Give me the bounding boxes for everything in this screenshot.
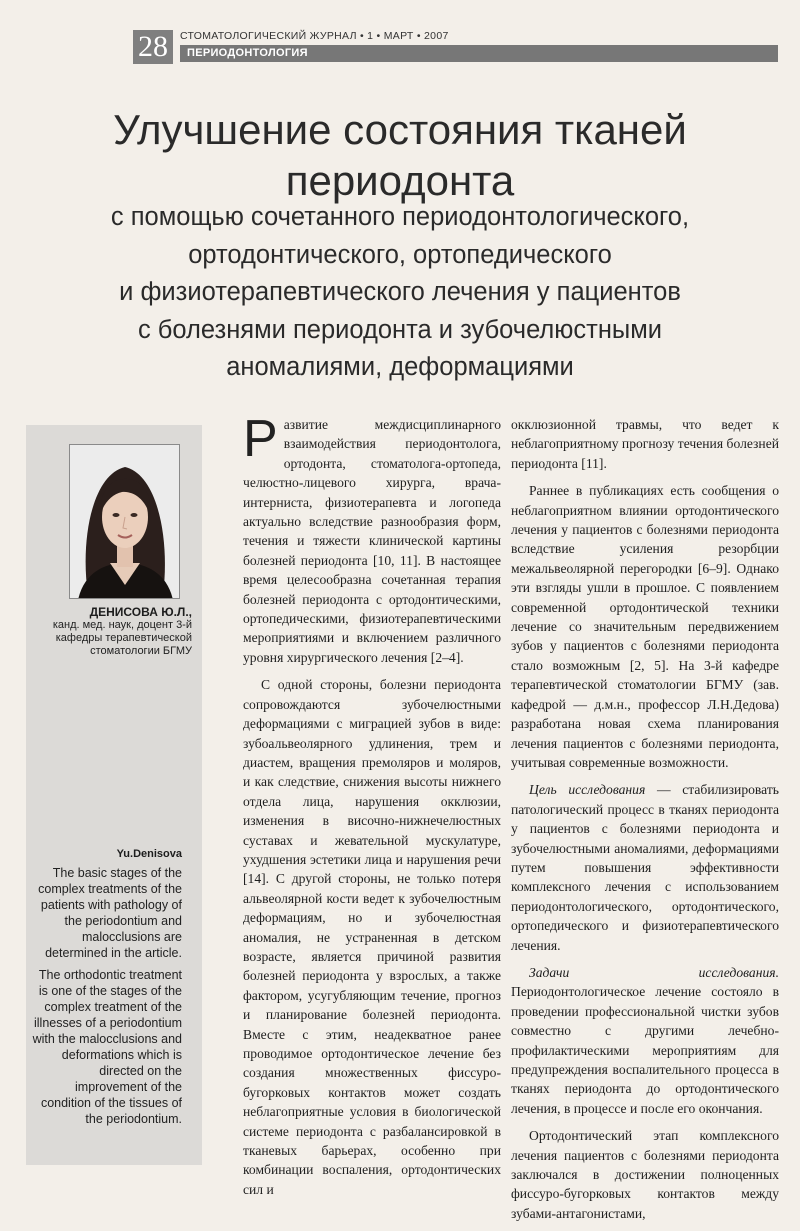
english-abstract [30,865,182,1133]
body-paragraph: окклюзионной травмы, что ведет к неблагоприятному прогнозу течения болезней периодонта [11]. [511,417,779,471]
paragraph-text: азвитие междисциплинарного взаимодействия периодонтолога, ортодонта, стоматолога-ортопеда, челюстно-лицевого хирурга, врача-интерниста, физиотерапевта и логопеда актуально вследствие разнообразия форм, течения и тяжести клинической картины болезней периодонта [10, 11]. В настоящее время целесообразна сочетанная терапия болезней периодонта с ортодонтическими, ортопедическими, физиотерапевтическими мероприятиями и включением различного уровня хирургического лечения [2–4]. [243,417,501,665]
journal-title: СТОМАТОЛОГИЧЕСКИЙ ЖУРНАЛ • 1 • МАРТ • 2007 [180,30,449,42]
paragraph-text: — стабилизировать патологический процесс в тканях периодонта у пациентов с болезнями периодонта и зубочелюстными аномалиями, деформациями путем повышения эффективности комплексного лечения с использованием периодонтологического, ортодонтического, ортопедического и физиотерапевтического лечения. [511,782,779,953]
body-paragraph [511,780,779,955]
page-number: 28 [133,30,173,64]
author-name: ДЕНИСОВА Ю.Л., [89,605,192,619]
subtitle-line: с помощью сочетанного периодонтологического, [110,203,690,231]
subtitle-line: аномалиями, деформациями [226,353,574,381]
article-column-2 [511,415,779,1231]
paragraph-lead: Цель исследования [529,782,646,798]
abstract-paragraph: The basic stages of the complex treatments of the patients with pathology of the periodontium and malocclusions are determined in the article. [38,866,182,960]
author-name-en: Yu.Denisova [116,848,182,860]
body-paragraph: С одной стороны, болезни периодонта сопровождаются зубочелюстными деформациями с миграцией зубов в виде: зубоальвеолярного удлинения, трем и диастем, вращения премоляров и моляров, и как следствие, снижения высоты нижнего отдела лица, нарушения окклюзии, изменения в височно-нижнечелюстных суставах и жевательной мускулатуре, ухудшения эстетики лица и нарушения речи [14]. С другой стороны, не только потеря альвеолярной кости ведет к зубочелюстным деформациям, но и зубочелюстная аномалия, не устраненная в детском возрасте, является причиной развития болезней периодонта у взрослых, а также фактором, усугубляющим течение, прогноз и планирование болезней периодонта. Вместе с этим, неадекватное ранее проводимое ортодонтическое лечение без создания множественных фиссуро-бугорковых контактов может создать неблагоприятные условия в биологической системе периодонта с разбалансировкой в тканевых барьерах, особенно при комбинации воспаления, ортодонтических сил и [243,677,501,1197]
title-line: Улучшение состояния тканей [113,106,687,153]
section-title: ПЕРИОДОНТОЛОГИЯ [180,45,778,62]
article-subtitle [40,199,760,387]
title-line: периодонта [285,157,515,204]
subtitle-line: и физиотерапевтического лечения у пациентов [119,278,681,306]
body-paragraph: Раннее в публикациях есть сообщения о неблагоприятном влиянии ортодонтического лечения у пациентов с болезнями периодонта вследствие усиления резорбции межальвеолярной перегородки [6–9]. Однако эти взгляды ушли в прошлое. С появлением современной ортодонтической техники лечение со значительным передвижением зубов у пациентов с болезнями периодонта стало возможным [2, 5]. На 3-й кафедре терапевтической стоматологии БГМУ (зав. кафедрой — д.м.н., профессор Л.Н.Дедова) разработана новая схема планирования лечения пациентов с болезнями периодонта, учитывая современные возможности. [511,483,779,770]
abstract-paragraph: The orthodontic treatment is one of the stages of the complex treatment of the illnesses of a periodontium with the malocclusions and deformations which is directed on the improvement of the condition of the tissues of the periodontium. [32,968,182,1126]
author-photo [69,444,180,599]
author-credentials: канд. мед. наук, доцент 3-й кафедры терапевтической стоматологии БГМУ [52,619,192,657]
intro-paragraph [243,410,501,667]
article-title [30,104,770,206]
drop-cap: Р [243,410,278,468]
portrait-illustration [70,445,180,599]
body-paragraph: Ортодонтический этап комплексного лечения пациентов с болезнями периодонта заключался в достижении полноценных фиссуро-бугорковых контактов между зубами-антагонистами, [511,1128,779,1221]
paragraph-lead: Задачи исследования. [529,964,779,980]
body-paragraph [511,963,779,1118]
subtitle-line: с болезнями периодонта и зубочелюстными [137,315,663,344]
article-column-1 [243,410,501,1207]
subtitle-line: ортодонтического, ортопедического [188,240,612,269]
paragraph-text: Периодонтологическое лечение состояло в проведении профессиональной чистки зубов совместно с другими лечебно-профилактическими мероприятиям для предупреждения воспалительного процесса в тканях периодонта до ортодонтического лечения, в процессе и после его окончания. [511,984,779,1116]
